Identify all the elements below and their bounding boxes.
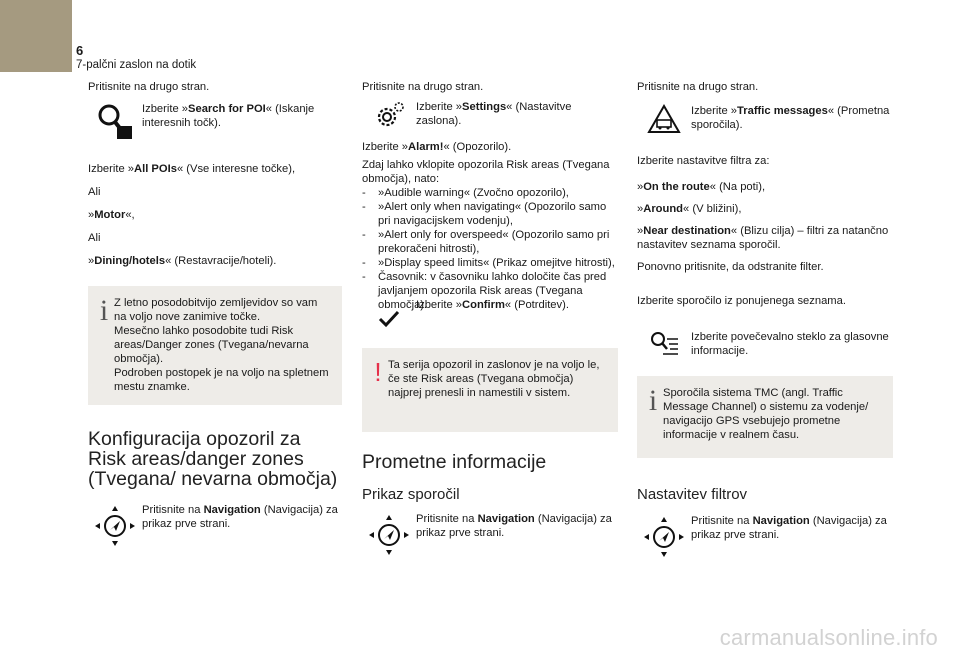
navigation-icon — [637, 514, 691, 560]
page-header: 7-palčni zaslon na dotik — [76, 59, 197, 71]
column-2 — [362, 80, 618, 558]
confirm-step — [362, 298, 618, 328]
filters-text: Izberite nastavitve filtra za: — [637, 155, 770, 167]
info-icon: i — [648, 384, 658, 417]
warning-note — [362, 348, 618, 432]
traffic-text: Izberite »Traffic messages« (Prometna sporočila). — [691, 105, 890, 131]
intro-text: Pritisnite na drugo stran. — [362, 81, 484, 93]
watermark: carmanualsonline.info — [719, 625, 938, 650]
motor-text: »Motor«, — [88, 209, 135, 221]
settings-step — [362, 100, 618, 134]
magnifier-list-icon — [637, 330, 691, 358]
all-pois-text: Izberite »All POIs« (Vse interesne točke), — [88, 163, 296, 175]
list-item: - Časovnik: v časovniku lahko določite čas pred javljanjem opozorila Risk areas (Tvegana območja). — [362, 271, 607, 311]
search-poi-label: Search for POI — [188, 103, 266, 115]
navigation-step — [88, 503, 342, 549]
search-poi-text: Izberite »Search for POI« (Iskanje interesnih točk). — [142, 103, 315, 129]
settings-gear-icon — [362, 100, 416, 134]
navigation-text: Pritisnite na Navigation (Navigacija) za prikaz prve strani. — [142, 504, 338, 530]
select-message-text: Izberite sporočilo iz ponujenega seznama. — [637, 295, 846, 307]
note-line: Z letno posodobitvijo zemljevidov so vam na voljo nove zanimive točke. — [114, 297, 318, 323]
note-line: Podroben postopek je na voljo na spletnem mestu znamke. — [114, 367, 329, 393]
section-heading: Nastavitev filtrov — [637, 486, 748, 503]
search-poi-step — [88, 102, 342, 140]
warning-icon: ! — [374, 357, 382, 387]
column-3 — [637, 80, 893, 560]
remove-filter-text: Ponovno pritisnite, da odstranite filter. — [637, 261, 824, 273]
column-1 — [88, 80, 342, 549]
section-heading: Konfiguracija opozoril za Risk areas/danger zones (Tvegana/ nevarna območja) — [88, 428, 338, 490]
list-item: - »Alert only for overspeed« (Opozorilo samo pri prekoračeni hitrosti), — [362, 229, 610, 255]
note-line: Mesečno lahko posodobite tudi Risk areas/Danger zones (Tvegana/nevarna območja). — [114, 325, 309, 365]
checkmark-icon — [362, 298, 416, 328]
option-list — [362, 186, 618, 312]
confirm-text: Izberite »Confirm« (Potrditev). — [416, 299, 569, 311]
navigation-icon — [88, 503, 142, 549]
page-number: 6 — [76, 43, 84, 58]
navigation-step — [362, 512, 618, 558]
traffic-warning-icon — [637, 104, 691, 134]
traffic-step — [637, 104, 893, 134]
info-note — [88, 286, 342, 405]
intro-text: Pritisnite na drugo stran. — [88, 81, 210, 93]
settings-text: Izberite »Settings« (Nastavitve zaslona). — [416, 101, 572, 127]
navigation-text: Pritisnite na Navigation (Navigacija) za prikaz prve strani. — [416, 513, 612, 539]
info-icon: i — [99, 294, 109, 327]
list-item: - »Audible warning« (Zvočno opozorilo), — [362, 187, 569, 199]
navigation-step — [637, 514, 893, 560]
note-text: Sporočila sistema TMC (angl. Traffic Message Channel) o sistemu za vodenje/ navigacijo GPS vsebujejo prometne informacije v realnem času. — [663, 387, 869, 441]
or-text: Ali — [88, 186, 101, 198]
section-heading: Prometne informacije — [362, 451, 547, 473]
list-item: - »Display speed limits« (Prikaz omejitve hitrosti), — [362, 257, 615, 269]
navigation-text: Pritisnite na Navigation (Navigacija) za prikaz prve strani. — [691, 515, 887, 541]
chapter-tab — [0, 0, 72, 72]
alarm-text: Izberite »Alarm!« (Opozorilo). — [362, 141, 512, 153]
subsection-heading: Prikaz sporočil — [362, 486, 460, 503]
or-text: Ali — [88, 232, 101, 244]
magnify-step — [637, 330, 893, 358]
poi-search-icon — [88, 102, 142, 140]
intro-text: Pritisnite na drugo stran. — [637, 81, 759, 93]
on-route-text: »On the route« (Na poti), — [637, 181, 766, 193]
around-text: »Around« (V bližini), — [637, 203, 742, 215]
near-destination-text: »Near destination« (Blizu cilja) – filtri za natančno nastavitev seznama sporočil. — [637, 225, 889, 251]
info-note — [637, 376, 893, 458]
enable-text: Zdaj lahko vklopite opozorila Risk areas (Tvegana območja), nato: — [362, 159, 610, 185]
list-item: - »Alert only when navigating« (Opozorilo samo pri navigacijskem vodenju), — [362, 201, 607, 227]
navigation-icon — [362, 512, 416, 558]
dining-text: »Dining/hotels« (Restavracije/hoteli). — [88, 255, 277, 267]
magnify-text: Izberite povečevalno steklo za glasovne informacije. — [691, 331, 889, 357]
warning-text: Ta serija opozoril in zaslonov je na voljo le, če ste Risk areas (Tvegana območja) najprej prenesli in namestili v sistem. — [388, 359, 600, 399]
